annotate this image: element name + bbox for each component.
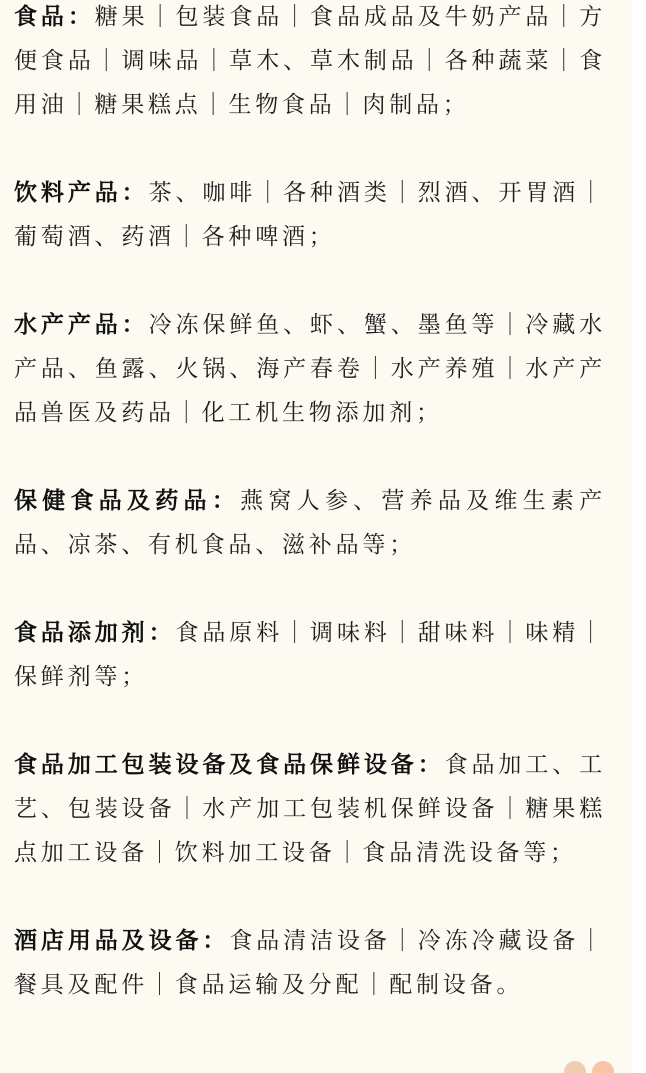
category-health [14, 479, 606, 567]
category-label: 饮料产品： [14, 180, 149, 206]
category-label: 保健食品及药品： [14, 488, 241, 514]
category-text: 食品原料｜调味料｜甜味料｜味精｜保鲜剂等； [14, 620, 606, 690]
category-text: 冷冻保鲜鱼、虾、蟹、墨鱼等｜冷藏水产品、鱼露、火锅、海产春卷｜水产养殖｜水产产品兽医及药品｜化工机生物添加剂； [14, 312, 606, 426]
category-label: 水产产品： [14, 312, 149, 338]
category-label: 食品： [14, 4, 95, 30]
category-additives [14, 611, 606, 699]
category-label: 酒店用品及设备： [14, 928, 230, 954]
category-text: 食品清洁设备｜冷冻冷藏设备｜餐具及配件｜食品运输及分配｜配制设备。 [14, 928, 606, 998]
category-label: 食品添加剂： [14, 620, 176, 646]
category-label: 食品加工包装设备及食品保鲜设备： [14, 752, 445, 778]
category-processing-equipment [14, 743, 606, 875]
decorative-dot-icon [592, 1061, 614, 1073]
category-text: 食品加工、工艺、包装设备｜水产加工包装机保鲜设备｜糖果糕点加工设备｜饮料加工设备｜食品清洗设备等； [14, 752, 606, 866]
category-beverage [14, 171, 606, 259]
category-hotel-supplies [14, 919, 606, 1007]
category-text: 燕窝人参、营养品及维生素产品、凉茶、有机食品、滋补品等； [14, 488, 606, 558]
category-seafood [14, 303, 606, 435]
category-food [14, 0, 606, 127]
category-text: 茶、咖啡｜各种酒类｜烈酒、开胃酒｜葡萄酒、药酒｜各种啤酒； [14, 180, 606, 250]
decorative-dot-icon [564, 1061, 586, 1073]
decorative-dots [564, 1061, 614, 1073]
category-text: 糖果｜包装食品｜食品成品及牛奶产品｜方便食品｜调味品｜草木、草木制品｜各种蔬菜｜食用油｜糖果糕点｜生物食品｜肉制品； [14, 4, 606, 118]
